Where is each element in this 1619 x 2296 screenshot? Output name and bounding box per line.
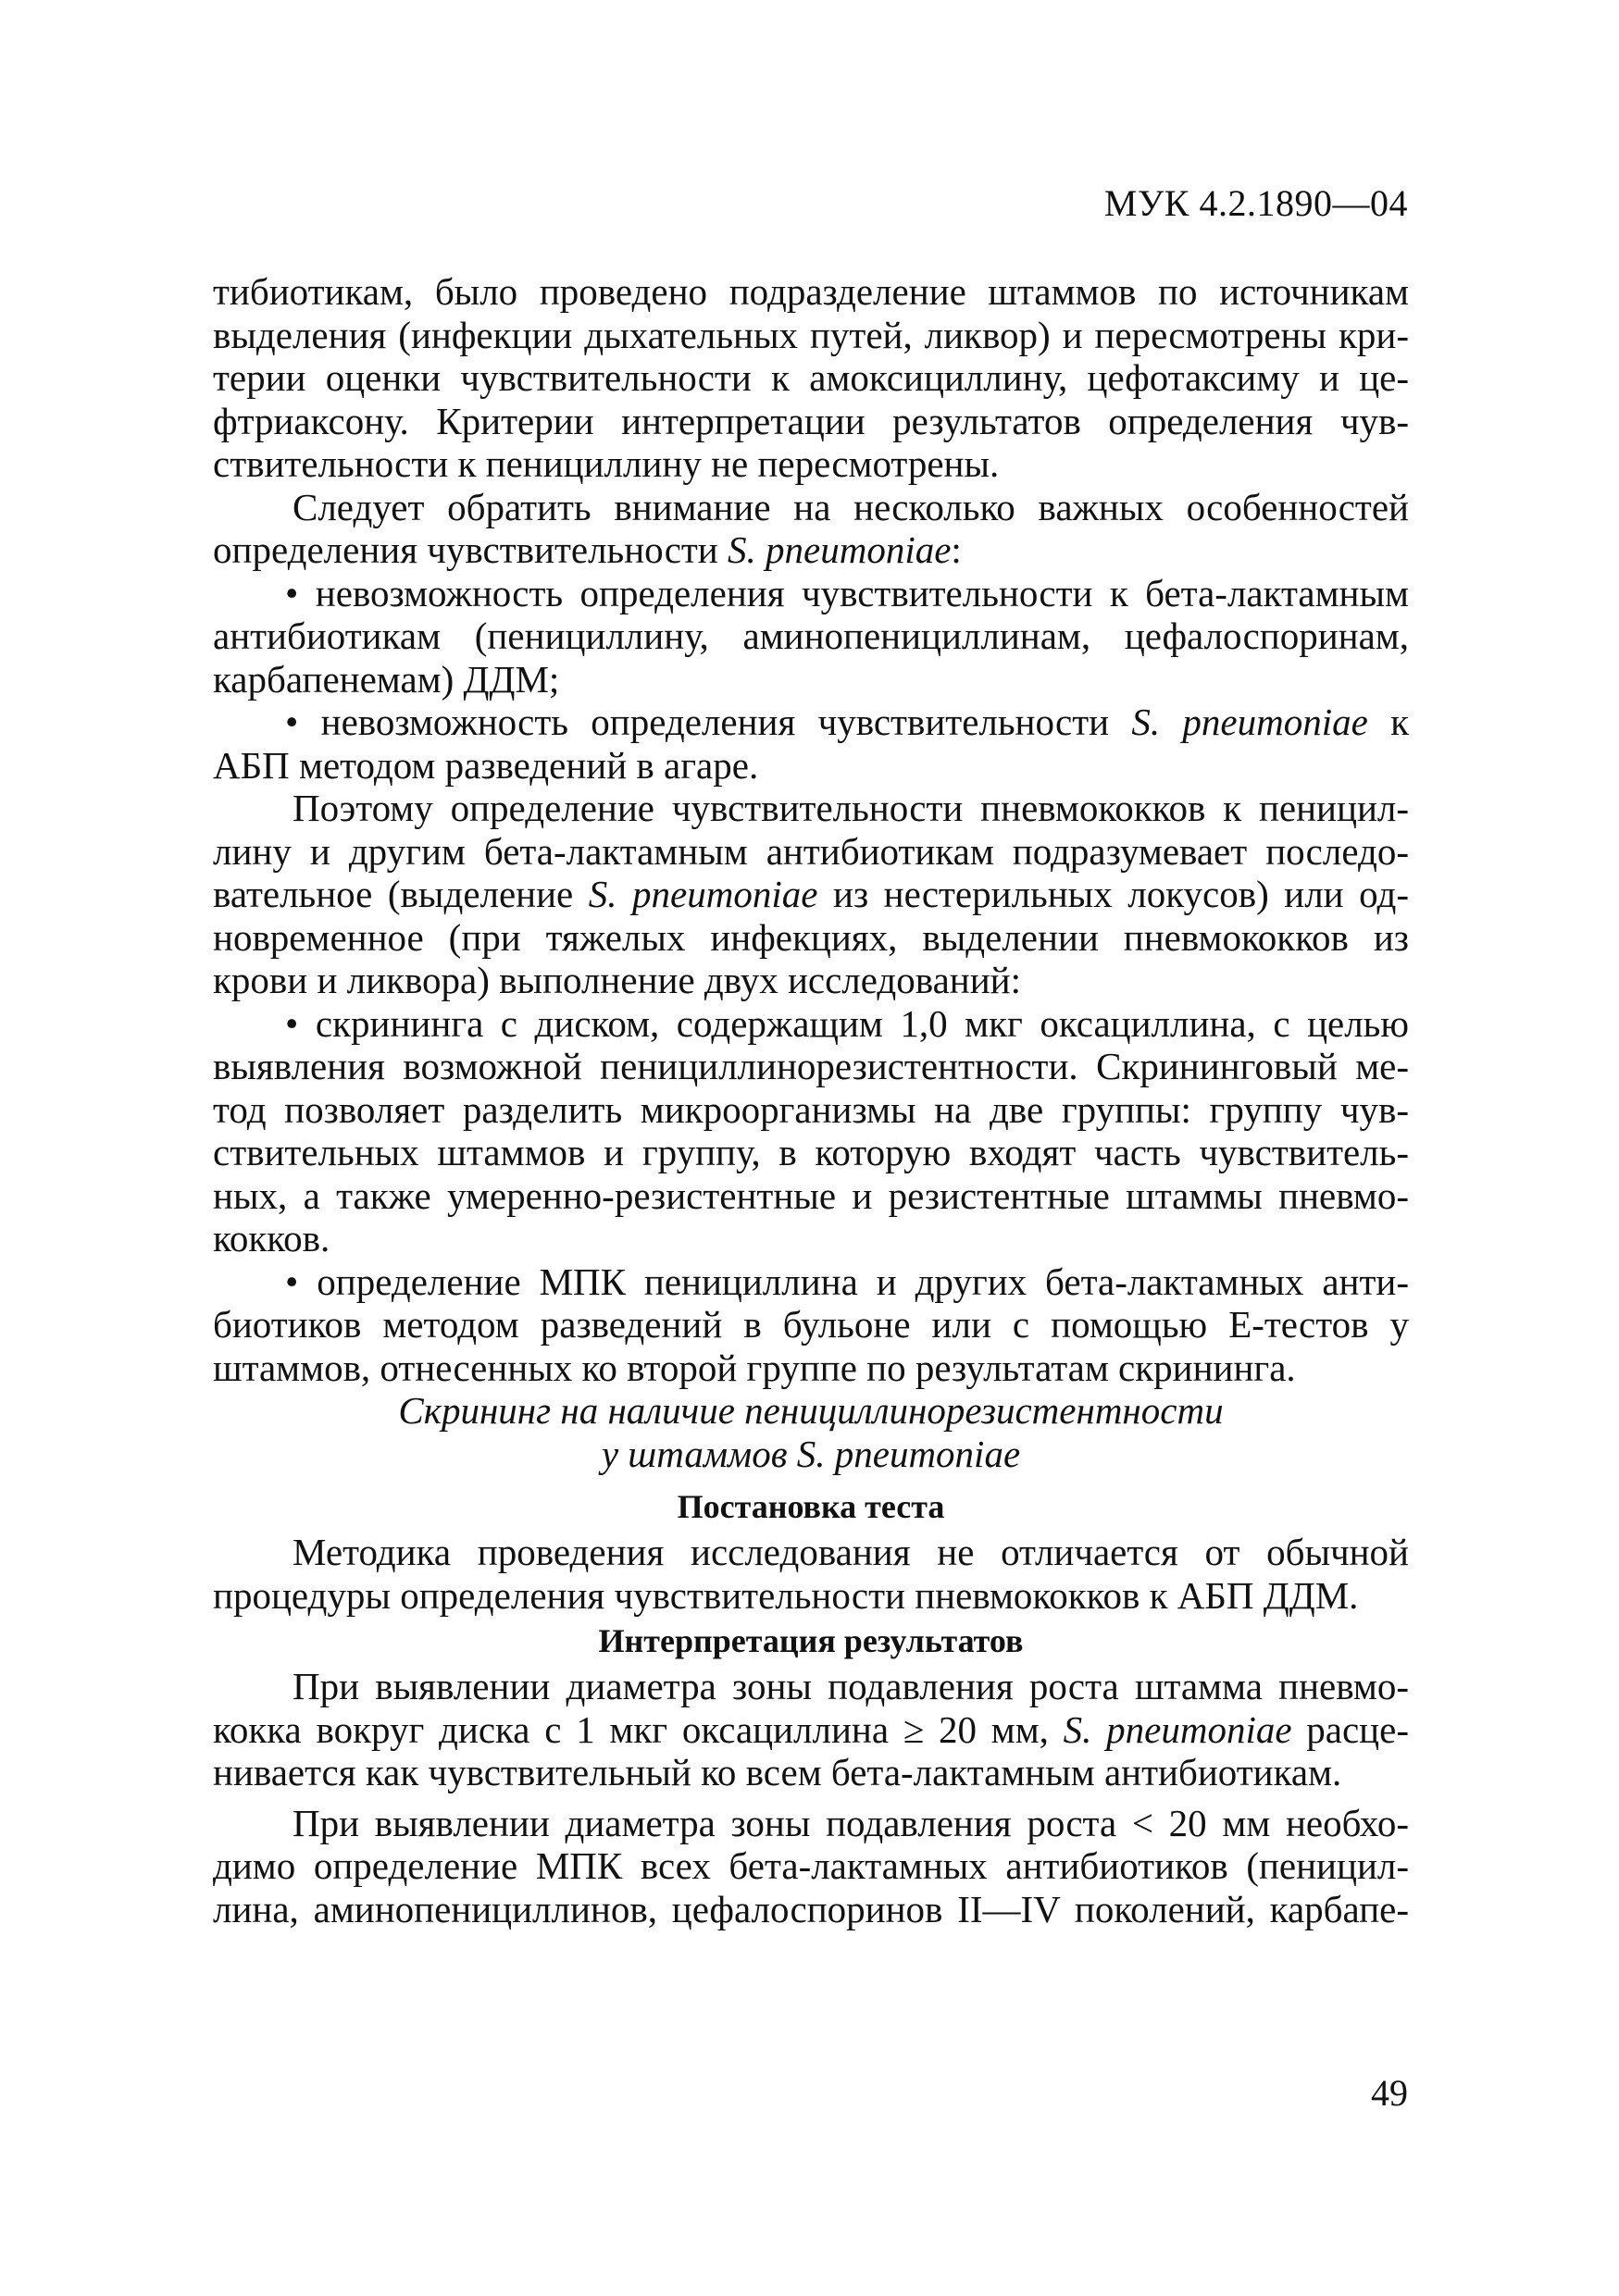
text-line: тибиотикам, было проведено подразделение штаммов по источникам bbox=[213, 270, 1409, 313]
text-line: • определение МПК пенициллина и других бета-лактамных анти- bbox=[285, 1260, 1409, 1303]
bullet-item bbox=[213, 1002, 1409, 1260]
text-fragment: : bbox=[951, 528, 962, 571]
text-line: При выявлении диаметра зоны подавления роста штамма пневмо- bbox=[293, 1665, 1409, 1707]
text-line bbox=[213, 701, 1409, 744]
subheading-interpretation: Интерпретация результатов bbox=[598, 1622, 1024, 1659]
text-line: Поэтому определение чувствительности пневмококков к пеницил- bbox=[293, 787, 1409, 829]
text-fragment: расце- bbox=[1291, 1707, 1409, 1751]
text-fragment: • невозможность определения чувствительности bbox=[285, 701, 1132, 743]
bullet-item bbox=[213, 701, 1409, 787]
text-line: процедуры определения чувствительности пневмококков к АБП ДДМ. bbox=[213, 1573, 1359, 1617]
text-line: Следует обратить внимание на несколько важных особенностей bbox=[293, 485, 1409, 528]
paragraph-interpretation-sensitive bbox=[213, 1665, 1409, 1794]
text-line: ствительных штаммов и группу, в которую входят часть чувствитель- bbox=[213, 1131, 1409, 1173]
paragraph-continuation bbox=[213, 270, 1409, 486]
text-line: тод позволяет разделить микроорганизмы на две группы: группу чув- bbox=[213, 1087, 1409, 1131]
body-text bbox=[213, 270, 1409, 1930]
text-line: выявления возможной пенициллинорезистентности. Скрининговый ме- bbox=[213, 1045, 1409, 1087]
page-number: 49 bbox=[1371, 2072, 1408, 2114]
text-line: биотиков методом разведений в бульоне или с помощью Е-тестов у bbox=[213, 1303, 1409, 1346]
text-line: нивается как чувствительный ко всем бета-лактамным антибиотикам. bbox=[213, 1751, 1342, 1793]
text-line bbox=[213, 528, 1409, 572]
text-line: новременное (при тяжелых инфекциях, выделении пневмококков из bbox=[213, 915, 1409, 959]
text-line: терии оценки чувствительности к амоксициллину, цефотаксиму и це- bbox=[213, 356, 1409, 399]
text-fragment: определения чувствительности bbox=[213, 528, 729, 571]
paragraph-features bbox=[213, 486, 1409, 572]
species-name: S. pneumoniae bbox=[1131, 701, 1368, 743]
text-line: При выявлении диаметра зоны подавления роста < 20 мм необхо- bbox=[293, 1801, 1409, 1844]
species-name: S. pneumoniae bbox=[728, 528, 952, 571]
text-line bbox=[213, 1708, 1409, 1752]
text-line: штаммов, отнесенных ко второй группе по результатам скрининга. bbox=[213, 1346, 1296, 1389]
document-code-header: МУК 4.2.1890—04 bbox=[1103, 182, 1408, 224]
paragraph-method bbox=[213, 1531, 1409, 1617]
text-line: кокков. bbox=[213, 1217, 330, 1260]
text-line: крови и ликвора) выполнение двух исследований: bbox=[213, 959, 1022, 1001]
text-line: фтриаксону. Критерии интерпретации результатов определения чув- bbox=[213, 399, 1409, 442]
paragraph-testing bbox=[213, 787, 1409, 1002]
subheading-test-setup: Постановка теста bbox=[677, 1488, 945, 1525]
text-fragment: кокка вокруг диска с 1 мкг оксациллина ≥ 20 мм, bbox=[213, 1707, 1064, 1751]
text-line: карбапенемам) ДДМ; bbox=[213, 657, 560, 701]
text-line: димо определение МПК всех бета-лактамных антибиотиков (пеницил- bbox=[213, 1844, 1409, 1887]
text-line: ствительности к пенициллину не пересмотрены. bbox=[213, 442, 1000, 485]
species-name: S. pneumoniae bbox=[588, 873, 818, 915]
section-heading bbox=[213, 1389, 1409, 1475]
text-line: • невозможность определения чувствительности к бета-лактамным bbox=[285, 571, 1409, 614]
spacer bbox=[213, 1475, 1409, 1483]
section-heading-line: у штаммов S. pneumoniae bbox=[601, 1432, 1021, 1475]
species-name: S. pneumoniae bbox=[1063, 1707, 1292, 1751]
text-fragment: вательное (выделение bbox=[213, 873, 589, 915]
text-line: АБП методом разведений в агаре. bbox=[213, 743, 759, 787]
text-line: Методика проведения исследования не отличается от обычной bbox=[293, 1531, 1409, 1573]
section-heading-line: Скрининг на наличие пенициллинорезистентности bbox=[398, 1389, 1224, 1432]
text-line: антибиотикам (пенициллину, аминопенициллинам, цефалоспоринам, bbox=[213, 614, 1409, 657]
text-line: лину и другим бета-лактамным антибиотикам подразумевает последо- bbox=[213, 829, 1409, 873]
spacer bbox=[213, 1794, 1409, 1802]
text-fragment: к bbox=[1367, 701, 1410, 743]
paragraph-interpretation-mic bbox=[213, 1802, 1409, 1931]
text-line: • скрининга с диском, содержащим 1,0 мкг оксациллина, с целью bbox=[285, 1001, 1409, 1045]
text-line: выделения (инфекции дыхательных путей, ликвор) и пересмотрены кри- bbox=[213, 313, 1409, 356]
text-line bbox=[213, 873, 1409, 916]
bullet-item bbox=[213, 1260, 1409, 1390]
text-line: лина, аминопенициллинов, цефалоспоринов II—IV поколений, карбапе- bbox=[213, 1887, 1409, 1930]
bullet-item bbox=[213, 572, 1409, 701]
text-line: ных, а также умеренно-резистентные и резистентные штаммы пневмо- bbox=[213, 1173, 1409, 1217]
text-fragment: из нестерильных локусов) или од- bbox=[817, 873, 1409, 915]
